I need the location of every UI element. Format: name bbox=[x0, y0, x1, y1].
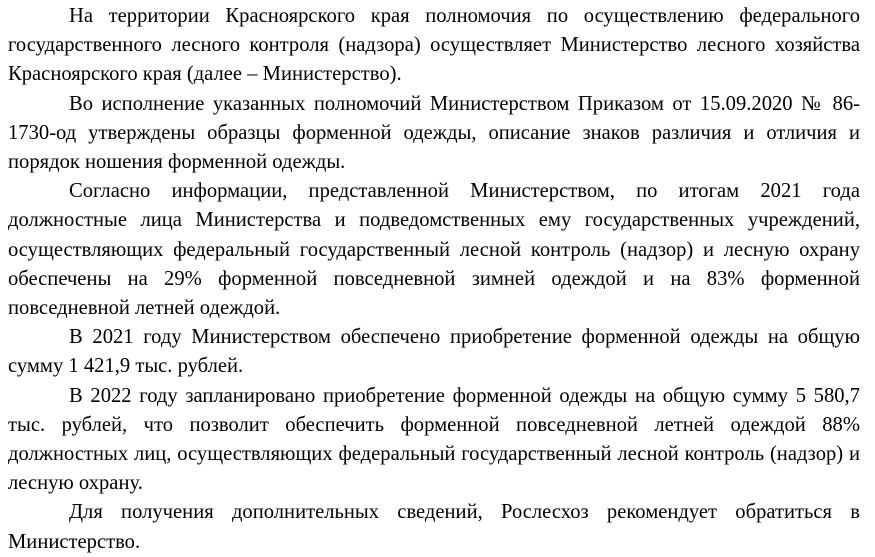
paragraph-spending-2021: В 2021 году Министерством обеспечено приобретение форменной одежды на общую сумму 1 421,9 тыс. рублей. bbox=[8, 326, 860, 378]
paragraph-order: Во исполнение указанных полномочий Министерством Приказом от 15.09.2020 № 86-1730-од утверждены образцы форменной одежды, описание знаков различия и отличия и порядок ношения форменной одежды. bbox=[8, 92, 860, 174]
paragraph-contact: Для получения дополнительных сведений, Рослесхоз рекомендует обратиться в Министерство. bbox=[8, 501, 860, 553]
paragraph-plan-2022: В 2022 году запланировано приобретение форменной одежды на общую сумму 5 580,7 тыс. рублей, что позволит обеспечить форменной повседневной летней одеждой 88% должностных лиц, осуществляющих федеральный государственный лесной контроль (надзор) и лесную охрану. bbox=[8, 384, 860, 495]
paragraph-supply-2021: Согласно информации, представленной Министерством, по итогам 2021 года должностные лица Министерства и подведомственных ему государственных учреждений, осуществляющих федеральный государственный лесной контроль (надзор) и лесную охрану обеспечены на 29% форменной повседневной зимней одеждой и на 83% форменной повседневной летней одеждой. bbox=[8, 180, 860, 320]
paragraph-authority: На территории Красноярского края полномочия по осуществлению федерального государственного лесного контроля (надзора) осуществляет Министерство лесного хозяйства Красноярского края (далее – Министерство). bbox=[8, 5, 860, 86]
